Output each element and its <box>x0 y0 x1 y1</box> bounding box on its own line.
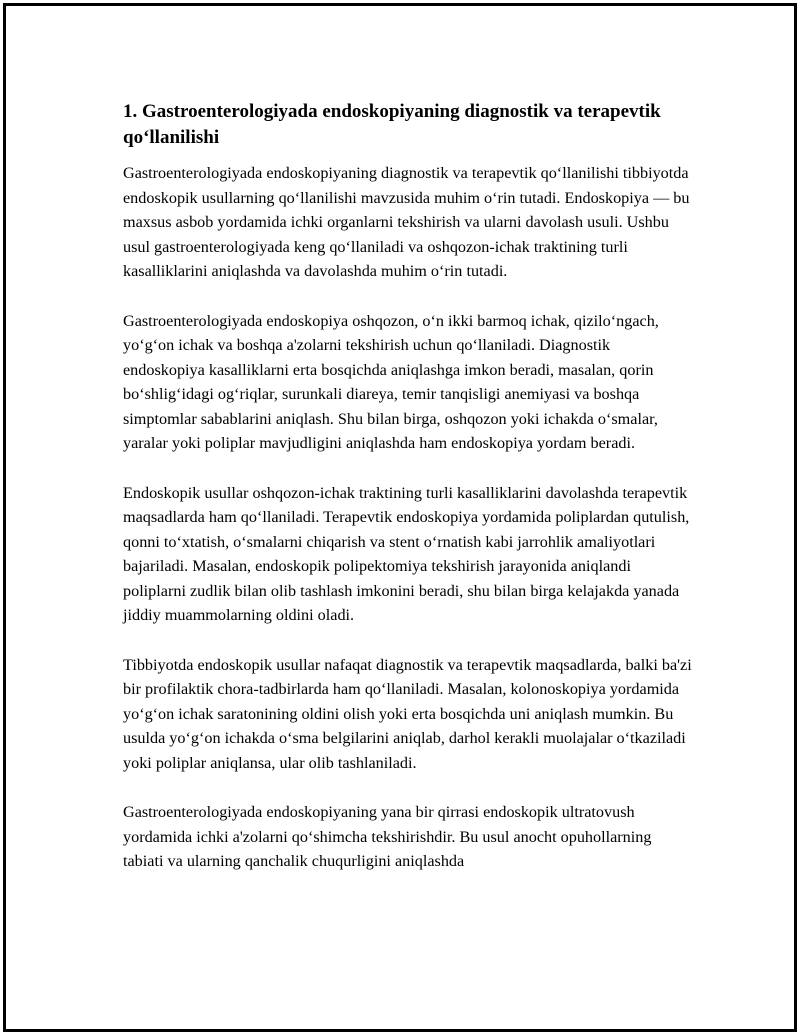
paragraph-1: Gastroenterologiyada endoskopiyaning diagnostik va terapevtik qo‘llanilishi tibbiyotda endoskopik usullarning qo‘llanilishi mavzusida muhim o‘rin tutadi. Endoskopiya — bu maxsus asbob yordamida ichki organlarni tekshirish va ularni davolash usuli. Ushbu usul gastroenterologiyada keng qo‘llaniladi va oshqozon-ichak traktining turli kasalliklarini aniqlashda va davolashda muhim o‘rin tutadi. <box>123 164 690 280</box>
paragraph-2: Gastroenterologiyada endoskopiya oshqozon, o‘n ikki barmoq ichak, qizilo‘ngach, yo‘g‘on ichak va boshqa a'zolarni tekshirish uchun qo‘llaniladi. Diagnostik endoskopiya kasalliklarni erta bosqichda aniqlashga imkon beradi, masalan, qorin bo‘shlig‘idagi og‘riqlar, surunkali diareya, temir tanqisligi anemiyasi va boshqa simptomlar sabablarini aniqlash. Shu bilan birga, oshqozon yoki ichakda o‘smalar, yaralar yoki poliplar mavjudligini aniqlashda ham endoskopiya yordam beradi. <box>123 311 659 452</box>
paragraph-4: Tibbiyotda endoskopik usullar nafaqat diagnostik va terapevtik maqsadlarda, balki ba'zi bir profilaktik chora-tadbirlarda ham qo‘llaniladi. Masalan, kolonoskopiya yordamida yo‘g‘on ichak saratonining oldini olish yoki erta bosqichda uni aniqlash mumkin. Bu usulda yo‘g‘on ichakda o‘sma belgilarini aniqlab, darhol kerakli muolajalar o‘tkaziladi yoki poliplar aniqlansa, ular olib tashlaniladi. <box>123 655 692 772</box>
paragraph-3: Endoskopik usullar oshqozon-ichak traktining turli kasalliklarini davolashda terapevtik maqsadlarda ham qo‘llaniladi. Terapevtik endoskopiya yordamida poliplardan qutulish, qonni to‘xtatish, o‘smalarni chiqarish va stent o‘rnatish kabi jarrohlik amaliyotlari bajariladi. Masalan, endoskopik polipektomiya tekshirish jarayonida aniqlandi poliplarni zudlik bilan olib tashlash imkonini beradi, shu bilan birga kelajakda yanada jiddiy muammolarning oldini oladi. <box>123 483 690 624</box>
paragraph-5: Gastroenterologiyada endoskopiyaning yana bir qirrasi endoskopik ultratovush yordamida ichki a'zolarni qo‘shimcha tekshirishdir. Bu usul anocht opuhollarning tabiati va ularning qanchalik chuqurligini aniqlashda <box>123 803 652 870</box>
document-body <box>123 99 695 899</box>
section-title: 1. Gastroenterologiyada endoskopiyaning diagnostik va terapevtik qo‘llanilishi <box>123 101 661 148</box>
page-frame <box>3 3 797 1032</box>
